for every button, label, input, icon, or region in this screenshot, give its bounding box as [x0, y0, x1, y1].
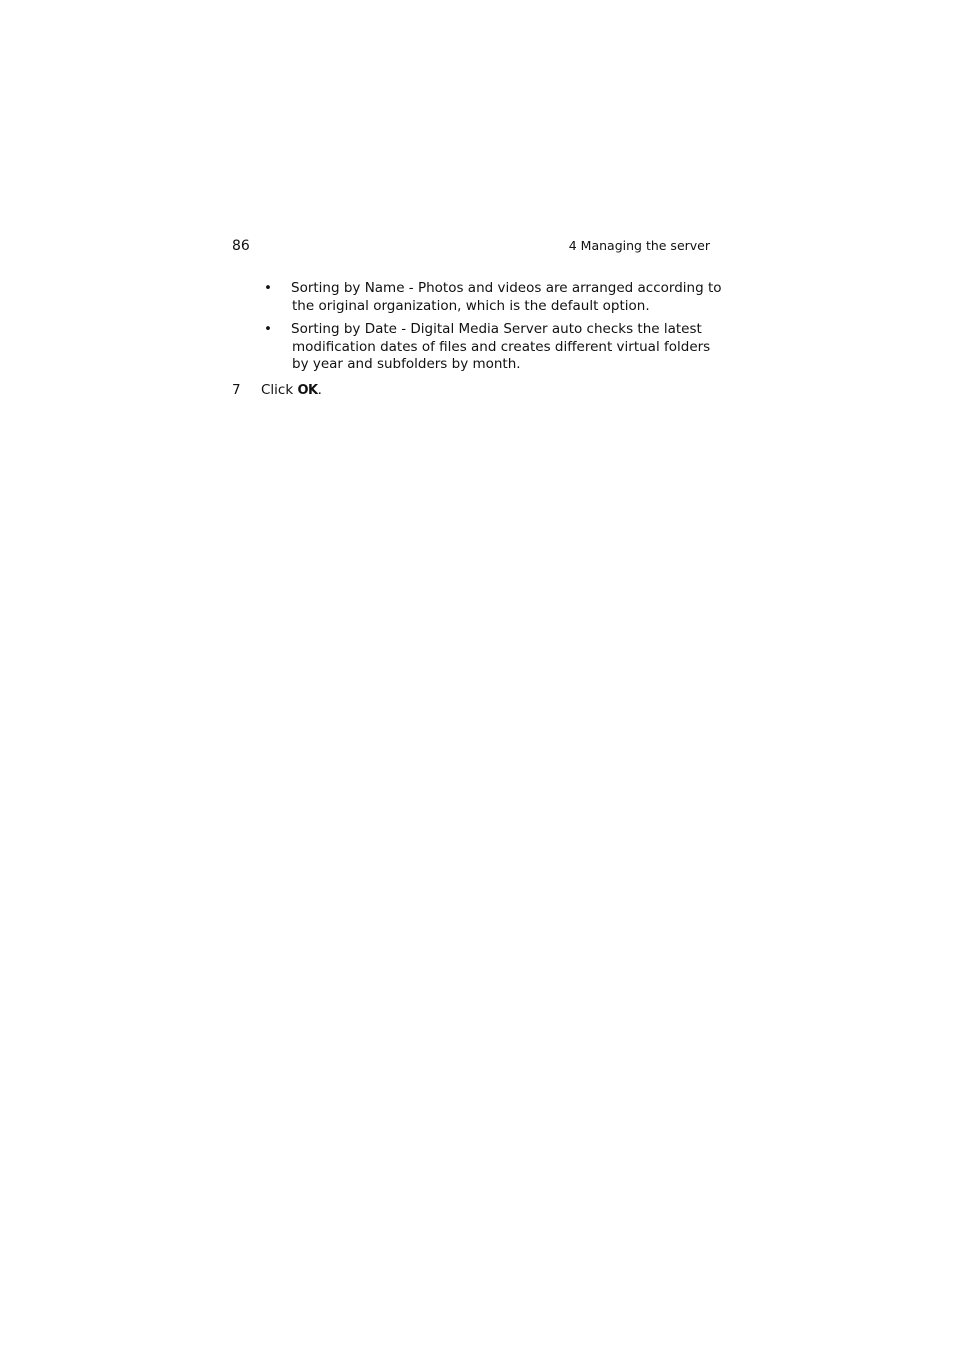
step-suffix: . [317, 382, 322, 398]
running-header: 4 Managing the server [568, 238, 710, 253]
bullet-text: Sorting by Name - Photos and videos are arranged according to the original organization, which is the default option. [291, 280, 722, 314]
page-number: 86 [232, 238, 250, 254]
step-number: 7 [232, 382, 241, 398]
list-item [262, 280, 722, 315]
bullet-text: Sorting by Date - Digital Media Server auto checks the latest modification dates of files and creates different virtual folders by year and subfolders by month. [291, 321, 711, 372]
bullet-list [262, 280, 722, 380]
step-instruction [232, 381, 322, 400]
ok-button-label: OK [297, 383, 318, 398]
list-item [262, 321, 722, 374]
step-prefix: Click [261, 382, 298, 398]
bullet-icon: • [264, 321, 272, 337]
bullet-icon: • [264, 280, 272, 296]
